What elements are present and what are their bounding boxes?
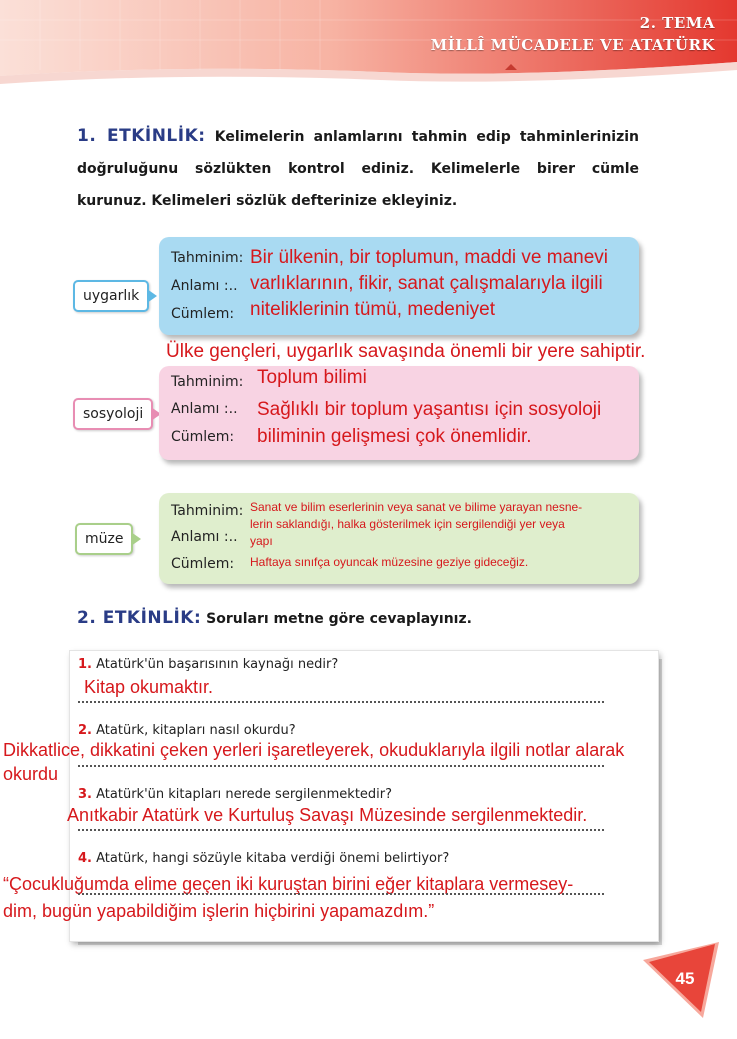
sentence-label: Cümlem:: [171, 429, 235, 445]
word-tag-sosyoloji: sosyoloji: [73, 398, 153, 430]
answer-line: varlıklarının, fikir, sanat çalışmalarıyla ilgili: [250, 273, 603, 294]
answer-line: okurdu: [3, 764, 59, 784]
activity1-heading: [77, 120, 639, 217]
sosyoloji-guess-answer: Toplum bilimi: [257, 367, 367, 388]
answer-2: [3, 738, 624, 786]
answer-line-dotted: [78, 893, 604, 895]
answer-line: Dikkatlice, dikkatini çeken yerleri işaretleyerek, okuduklarıyla ilgili notlar alarak: [3, 740, 625, 760]
activity2-instruction: Soruları metne göre cevaplayınız.: [206, 611, 472, 627]
answer-line: Sağlıklı bir toplum yaşantısı için sosyoloji: [257, 399, 602, 420]
page-corner-triangle: [641, 940, 721, 1020]
theme-title: MİLLÎ MÜCADELE VE ATATÜRK: [430, 36, 715, 54]
guess-label: Tahminim:: [171, 374, 244, 390]
activity2-heading: [77, 602, 472, 635]
sentence-label: Cümlem:: [171, 306, 235, 322]
activity2-label: 2. ETKİNLİK:: [77, 608, 202, 628]
theme-number: 2. TEMA: [639, 14, 715, 32]
question-1: [78, 657, 338, 672]
question-number: 3.: [78, 787, 92, 802]
answer-line: lerin saklandığı, halka gösterilmek için sergilendiği yer veya: [250, 517, 565, 531]
answer-line: yapı: [250, 534, 273, 548]
activity1-label: 1. ETKİNLİK:: [77, 126, 206, 146]
answer-1: Kitap okumaktır.: [84, 677, 214, 697]
answer-line-dotted: [78, 829, 604, 831]
header-banner: [0, 0, 737, 86]
word-tag-uygarlik: uygarlık: [73, 280, 149, 312]
answer-line: Sanat ve bilim eserlerinin veya sanat ve bilime yarayan nesne-: [250, 500, 583, 514]
meaning-label: Anlamı :..: [171, 529, 238, 545]
answer-line: dim, bugün yapabildiğim işlerin hiçbirini yapamazdım.”: [3, 901, 435, 921]
uygarlik-meaning-answer: [250, 245, 608, 323]
uygarlik-sentence-answer: Ülke gençleri, uygarlık savaşında önemli bir yere sahiptir.: [166, 341, 646, 362]
activity1-instruction: Kelimelerin anlamlarını tahmin edip tahminlerinizin doğruluğunu sözlükten kontrol ediniz. Kelimelerle birer cümle kurunuz. Kelimeleri sözlük defterinize ekleyiniz.: [77, 129, 640, 209]
word-tag-muze: müze: [75, 523, 133, 555]
answer-line-dotted: [78, 701, 604, 703]
question-text: Atatürk, kitapları nasıl okurdu?: [96, 723, 296, 738]
question-number: 1.: [78, 657, 92, 672]
answer-line-dotted: [78, 765, 604, 767]
question-text: Atatürk, hangi sözüyle kitaba verdiği önemi belirtiyor?: [96, 851, 450, 866]
page-number-badge: [641, 940, 721, 1024]
answer-3: Anıtkabir Atatürk ve Kurtuluş Savaşı Müzesinde sergilenmektedir.: [67, 805, 588, 825]
muze-meaning-answer: [250, 499, 582, 550]
meaning-label: Anlamı :..: [171, 278, 238, 294]
page-number: 45: [675, 969, 695, 988]
sentence-label: Cümlem:: [171, 556, 235, 572]
question-number: 4.: [78, 851, 92, 866]
guess-label: Tahminim:: [171, 503, 244, 519]
meaning-label: Anlamı :..: [171, 401, 238, 417]
question-3: [78, 787, 392, 802]
question-4: [78, 851, 449, 866]
answer-4: [3, 871, 573, 925]
sosyoloji-sentence-answer: [257, 396, 601, 450]
question-text: Atatürk'ün başarısının kaynağı nedir?: [96, 657, 339, 672]
question-2: [78, 723, 296, 738]
muze-sentence-answer: Haftaya sınıfça oyuncak müzesine geziye gideceğiz.: [250, 555, 529, 569]
answer-line: niteliklerinin tümü, medeniyet: [250, 299, 496, 320]
guess-label: Tahminim:: [171, 250, 244, 266]
question-number: 2.: [78, 723, 92, 738]
answer-line: biliminin gelişmesi çok önemlidir.: [257, 426, 532, 447]
question-text: Atatürk'ün kitapları nerede sergilenmektedir?: [96, 787, 393, 802]
answer-line: “Çocukluğumda elime geçen iki kuruştan birini eğer kitaplara vermesey-: [3, 874, 574, 894]
answer-line: Bir ülkenin, bir toplumun, maddi ve manevi: [250, 247, 609, 268]
